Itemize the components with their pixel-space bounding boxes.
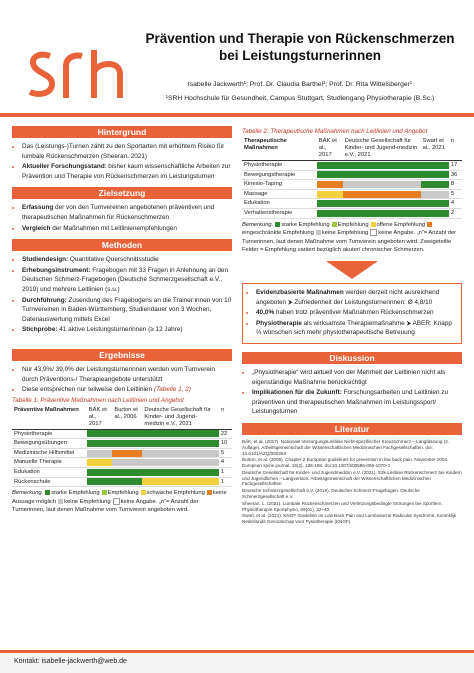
poster-title bbox=[140, 30, 460, 64]
table-header-cell: n bbox=[219, 406, 232, 430]
row-label: Rückenschule bbox=[12, 477, 87, 487]
diskussion-list bbox=[242, 368, 462, 417]
recommendation-cell bbox=[421, 170, 449, 180]
list-item: • „Physiotherapie“ wird aktuell von der Mehrheit der Leitlinien nicht als eigenständige Maßnahme berücksichtigt bbox=[252, 368, 462, 387]
row-label: Physiotherapie bbox=[12, 429, 87, 439]
recommendation-swatch bbox=[317, 162, 343, 169]
legend-label: keine Angabe bbox=[378, 230, 414, 237]
down-arrow-icon bbox=[326, 261, 378, 279]
recommendation-swatch bbox=[87, 478, 113, 485]
section-methoden: Methoden bbox=[12, 239, 232, 251]
recommendation-swatch bbox=[343, 162, 421, 169]
recommendation-swatch bbox=[112, 478, 142, 485]
count-cell: 4 bbox=[449, 199, 462, 209]
recommendation-swatch bbox=[421, 171, 449, 178]
legend-label: keine Empfehlung bbox=[321, 230, 369, 237]
list-item: • Diese entsprechen nur teilweise den Leitlinien (Tabelle 1, 2) bbox=[22, 385, 232, 395]
literature-entry: BÄK, et al. (2017). Nationale VersorgungsLeitlinie Nicht-spezifischer Kreuzschmerz – Langfassung (2. Auflage). Arbeitsgemeinschaft der Wissenschaftlichen Medizinischen Fachgesellschaften. doi: 10.6101/AZQ/000353 bbox=[242, 438, 450, 456]
recommendation-swatch bbox=[87, 430, 113, 437]
legend-swatch bbox=[102, 490, 107, 495]
legend-swatch bbox=[371, 222, 376, 227]
recommendation-cell bbox=[343, 199, 421, 209]
recommendation-swatch bbox=[343, 171, 421, 178]
list-item: • Stichprobe: 41 aktive Leistungsturnerinnen (≥ 12 Jahre) bbox=[22, 325, 232, 335]
recommendation-cell bbox=[317, 161, 343, 171]
recommendation-cell bbox=[317, 208, 343, 218]
recommendation-cell bbox=[317, 189, 343, 199]
table1 bbox=[12, 406, 232, 488]
srh-logo bbox=[24, 48, 134, 102]
list-item: • Das (Leistungs-)Turnen zählt zu den Sportarten mit erhöhtem Risiko für lumbale Rückenschmerzen (Sheeran, 2021) bbox=[22, 142, 232, 161]
table-header-cell: Burton et al., 2006 bbox=[112, 406, 142, 430]
count-cell: 1 bbox=[219, 468, 232, 478]
table-header-cell: n bbox=[449, 137, 462, 161]
table1-caption: Tabelle 1: Präventive Maßnahmen nach Leitlinien und Angebot bbox=[12, 396, 184, 404]
row-label: Edukation bbox=[12, 468, 87, 478]
recommendation-cell bbox=[421, 161, 449, 171]
table-header-cell: Präventive Maßnahmen bbox=[12, 406, 87, 430]
table-row bbox=[242, 208, 462, 218]
recommendation-swatch bbox=[421, 191, 449, 198]
recommendation-swatch bbox=[343, 181, 421, 188]
table-row bbox=[12, 477, 232, 487]
recommendation-cell bbox=[87, 429, 113, 439]
recommendation-swatch bbox=[421, 162, 449, 169]
count-cell: 5 bbox=[449, 189, 462, 199]
ergebnisse-list bbox=[12, 365, 232, 395]
recommendation-swatch bbox=[112, 459, 142, 466]
recommendation-swatch bbox=[142, 440, 218, 447]
list-item: • Erhebungsinstrument: Fragebogen mit 33 Fragen in Anlehnung an den Deutschen Schmerz-Fragebogen (Deutsche Schmerzgesellschaft e.V., 2019) und mehrere Leitlinien (s.u.) bbox=[22, 266, 232, 295]
row-label: Kinesio-Taping bbox=[242, 180, 317, 190]
recommendation-swatch bbox=[343, 210, 421, 217]
recommendation-swatch bbox=[112, 430, 142, 437]
count-cell: 1 bbox=[219, 477, 232, 487]
legend-title: Bemerkung. bbox=[242, 221, 274, 228]
row-label: Verhaltenstherapie bbox=[242, 208, 317, 218]
legend-label: keine Empfehlung bbox=[64, 498, 111, 505]
literature-entry: Burton, et al. (2006). Chapter 2 European guidelines for prevention in low back pain. November 2004. European spine journal, 15(2), 136-168. doi:10.1007/s00586-006-1070-3 bbox=[242, 457, 449, 469]
legend-note: . „n“= Anzahl der Turnerinnen, laut denen Maßnahme vom Turnverein angeboten wird. Zweigeteilte Felder = Empfehlung variiert bezüglich akuter/ chronischer Schmerzen. bbox=[242, 230, 457, 254]
row-label: Bewegungstherapie bbox=[242, 170, 317, 180]
legend-title: Bemerkung. bbox=[12, 490, 44, 497]
recommendation-cell bbox=[142, 477, 218, 487]
legend-swatch bbox=[370, 229, 377, 236]
list-item: • Vergleich der Maßnahmen mit Leitlinienempfehlungen bbox=[22, 224, 232, 234]
count-cell: 36 bbox=[449, 170, 462, 180]
recommendation-swatch bbox=[421, 200, 449, 207]
list-item: • Physiotherapie als wirksamste Therapiemaßnahme ⮞ ABER: Knapp ⅔ wünschen sich mehr physiotherapeutische Betreuung bbox=[256, 319, 456, 338]
recommendation-swatch bbox=[142, 459, 218, 466]
count-cell: 22 bbox=[219, 429, 232, 439]
recommendation-swatch bbox=[142, 469, 218, 476]
legend-label: offene Empfehlung bbox=[376, 221, 426, 228]
table-header-cell: Swart et al., 2021 bbox=[421, 137, 449, 161]
legend-swatch bbox=[45, 490, 50, 495]
header-divider bbox=[0, 113, 474, 117]
recommendation-cell bbox=[112, 429, 142, 439]
contact-email[interactable]: Kontakt: isabelle-jackwerth@web.de bbox=[14, 658, 127, 665]
recommendation-cell bbox=[142, 429, 218, 439]
legend-label: Empfehlung bbox=[107, 490, 139, 497]
recommendation-cell bbox=[343, 208, 421, 218]
recommendation-cell bbox=[142, 458, 218, 468]
affiliation: ¹SRH Hochschule für Gesundheit, Campus Stuttgart, Studiengang Physiotherapie (B.Sc.) bbox=[165, 95, 435, 102]
section-hintergrund: Hintergrund bbox=[12, 126, 232, 138]
table-row bbox=[242, 199, 462, 209]
recommendation-swatch bbox=[87, 459, 113, 466]
table-row bbox=[12, 468, 232, 478]
section-zielsetzung: Zielsetzung bbox=[12, 187, 232, 199]
recommendation-cell bbox=[142, 439, 218, 449]
table-row bbox=[12, 448, 232, 458]
list-item: • Durchführung: Zusendung des Fragebogens an die Trainer:innen von 10 Turnvereinen in Baden-Württemberg, Studiendauer von 3 Wochen, Datenauswertung mittels Excel bbox=[22, 296, 232, 325]
recommendation-cell bbox=[87, 477, 113, 487]
list-item: • Aktueller Forschungsstand: bisher kaum wissenschaftliche Arbeiten zur Prävention und Therapie von Rückenschmerzen im Leistungsturnen bbox=[22, 162, 232, 181]
recommendation-cell bbox=[112, 439, 142, 449]
legend-label: keine Aussage möglich bbox=[12, 490, 227, 505]
count-cell: 8 bbox=[449, 180, 462, 190]
recommendation-cell bbox=[317, 199, 343, 209]
hintergrund-list bbox=[12, 142, 232, 181]
row-label: Medizinische Hilfsmittel bbox=[12, 448, 87, 458]
table-header-cell: Deutsche Gesellschaft für Kinder- und Jugend-medizin e.V., 2021 bbox=[343, 137, 421, 161]
methoden-list bbox=[12, 255, 232, 335]
table-row bbox=[242, 161, 462, 171]
zielsetzung-list bbox=[12, 203, 232, 233]
legend-note: . „n“= Anzahl der Turnerinnen, laut denen Maßnahme vom Turnverein angeboten wird. bbox=[12, 498, 199, 514]
recommendation-swatch bbox=[317, 200, 343, 207]
recommendation-cell bbox=[343, 161, 421, 171]
recommendation-cell bbox=[87, 439, 113, 449]
recommendation-swatch bbox=[87, 440, 113, 447]
table-header-cell: Deutsche Gesellschaft für Kinder- und Jugend-medizin e.V., 2021 bbox=[142, 406, 218, 430]
recommendation-cell bbox=[317, 180, 343, 190]
recommendation-swatch bbox=[317, 210, 343, 217]
table-header-cell: Therapeutische Maßnahmen bbox=[242, 137, 317, 161]
table2-caption: Tabelle 2: Therapeutische Maßnahmen nach Leitlinien und Angebot bbox=[242, 128, 428, 135]
recommendation-swatch bbox=[343, 200, 421, 207]
legend-label: starke Empfehlung bbox=[51, 490, 100, 497]
legend-label: schwache Empfehlung bbox=[146, 490, 205, 497]
recommendation-cell bbox=[421, 208, 449, 218]
recommendation-swatch bbox=[142, 478, 218, 485]
recommendation-swatch bbox=[317, 191, 343, 198]
right-column bbox=[242, 126, 462, 526]
list-item: • Nur 43,9%/ 39,0% der Leistungsturnerinnen werden vom Turnverein durch Präventions-/ Therapieangebote unterstützt bbox=[22, 365, 232, 384]
legend-swatch bbox=[113, 498, 120, 505]
title-line-1: Prävention und Therapie von Rückenschmerzen bbox=[145, 31, 455, 46]
literature-entry: Deutsche Schmerzgesellschaft e.V. (2019). Deutscher Schmerz-Fragebogen. Deutsche Schmerzgesellschaft e.V. bbox=[242, 488, 420, 500]
results-list bbox=[248, 288, 456, 338]
recommendation-swatch bbox=[421, 181, 449, 188]
recommendation-swatch bbox=[112, 469, 142, 476]
count-cell: 2 bbox=[449, 208, 462, 218]
legend-swatch bbox=[316, 230, 321, 235]
legend-swatch bbox=[275, 222, 280, 227]
recommendation-cell bbox=[87, 458, 113, 468]
legend-swatch bbox=[207, 490, 212, 495]
recommendation-cell bbox=[87, 468, 113, 478]
recommendation-cell bbox=[421, 180, 449, 190]
list-item: • Erfassung der von den Turnvereinen angebotenen präventiven und therapeutischen Maßnahmen für Rückenschmerzen bbox=[22, 203, 232, 222]
table-row bbox=[12, 429, 232, 439]
recommendation-swatch bbox=[343, 191, 421, 198]
table-header-row bbox=[242, 137, 462, 161]
recommendation-cell bbox=[112, 477, 142, 487]
literature-entry: Swart, et al. (2021). KNGF Guideline on Low Back Pain and Lumbosacral Radicular Syndrome. Koninklijk Nederlands Genootschap voor Fysiotherapie (KNGF). bbox=[242, 513, 457, 525]
table2-legend bbox=[242, 221, 462, 255]
results-box bbox=[242, 283, 462, 344]
list-item: • Implikationen für die Zukunft: Forschungsarbeiten und Leitlinien zu präventiven und therapeutischen Maßnahmen im Leistungssport/ Leistungsturnen bbox=[252, 388, 462, 417]
literature-entry: Sheeran, L. (2021). Lumbale Rückenschmerzen und Verletzungsbedingte Störungen bei Sportlern. Physiotherapie Sportphysio, 09(01), 32–40. bbox=[242, 500, 443, 512]
legend-swatch bbox=[58, 499, 63, 504]
left-column bbox=[12, 126, 232, 515]
table-header-cell: BÄK et al., 2017 bbox=[87, 406, 113, 430]
legend-label: starke Empfehlung bbox=[281, 221, 330, 228]
table-row bbox=[242, 189, 462, 199]
list-item: • 40,0% haben trotz präventiver Maßnahmen Rückenschmerzen bbox=[256, 308, 456, 318]
recommendation-cell bbox=[343, 180, 421, 190]
legend-label: Empfehlung bbox=[337, 221, 369, 228]
legend-swatch bbox=[332, 222, 337, 227]
literature-list bbox=[242, 439, 462, 525]
count-cell: 4 bbox=[219, 458, 232, 468]
section-diskussion: Diskussion bbox=[242, 352, 462, 364]
count-cell: 5 bbox=[219, 448, 232, 458]
recommendation-swatch bbox=[87, 469, 113, 476]
recommendation-swatch bbox=[112, 450, 142, 457]
table1-legend bbox=[12, 489, 232, 515]
list-item: • Evidenzbasierte Maßnahmen werden derzeit nicht ausreichend angeboten ⮞ Zufriedenheit der Leistungsturnerinnen: Ø 4,8/10 bbox=[256, 288, 456, 307]
table-header-row bbox=[12, 406, 232, 430]
row-label: Manuelle Therapie bbox=[12, 458, 87, 468]
count-cell: 17 bbox=[449, 161, 462, 171]
recommendation-cell bbox=[87, 448, 113, 458]
recommendation-cell bbox=[317, 170, 343, 180]
row-label: Massage bbox=[242, 189, 317, 199]
recommendation-cell bbox=[343, 189, 421, 199]
table2 bbox=[242, 137, 462, 219]
table-row bbox=[12, 439, 232, 449]
row-label: Physiotherapie bbox=[242, 161, 317, 171]
recommendation-swatch bbox=[317, 171, 343, 178]
recommendation-cell bbox=[142, 448, 218, 458]
recommendation-cell bbox=[112, 468, 142, 478]
legend-label: eingeschränkte Empfehlung bbox=[242, 230, 314, 237]
recommendation-cell bbox=[142, 468, 218, 478]
title-line-2: bei Leistungsturnerinnen bbox=[218, 48, 381, 63]
recommendation-swatch bbox=[421, 210, 449, 217]
authors: Isabelle Jackwerth¹; Prof. Dr. Claudia Barthel¹; Prof. Dr. Rita Wittelsberger¹ bbox=[187, 81, 413, 88]
row-label: Bewegungsübungen bbox=[12, 439, 87, 449]
recommendation-cell bbox=[112, 448, 142, 458]
legend-label: keine Angabe bbox=[120, 498, 156, 505]
recommendation-swatch bbox=[87, 450, 113, 457]
list-item: • Studiendesign: Quantitative Querschnittsstudie bbox=[22, 255, 232, 265]
legend-swatch bbox=[141, 490, 146, 495]
table-row bbox=[242, 170, 462, 180]
recommendation-cell bbox=[421, 189, 449, 199]
recommendation-swatch bbox=[142, 450, 218, 457]
recommendation-cell bbox=[343, 170, 421, 180]
count-cell: 10 bbox=[219, 439, 232, 449]
table-header-cell: BÄK et al., 2017 bbox=[317, 137, 343, 161]
table-row bbox=[242, 180, 462, 190]
legend-swatch bbox=[427, 222, 432, 227]
table-row bbox=[12, 458, 232, 468]
section-ergebnisse: Ergebnisse bbox=[12, 349, 232, 361]
recommendation-swatch bbox=[142, 430, 218, 437]
recommendation-cell bbox=[112, 458, 142, 468]
recommendation-cell bbox=[421, 199, 449, 209]
recommendation-swatch bbox=[112, 440, 142, 447]
literature-entry: Deutsche Gesellschaft für Kinder- und Jugendmedizin e.V. (2021). S2k-Leitlinie Rückenschmerz bei Kindern und Jugendlichen – Langversion. Arbeitsgemeinschaft der Wissenschaftlichen Medizinischen Fachgesellschaften bbox=[242, 469, 462, 487]
section-literatur: Literatur bbox=[242, 423, 462, 435]
recommendation-swatch bbox=[317, 181, 343, 188]
row-label: Edukation bbox=[242, 199, 317, 209]
